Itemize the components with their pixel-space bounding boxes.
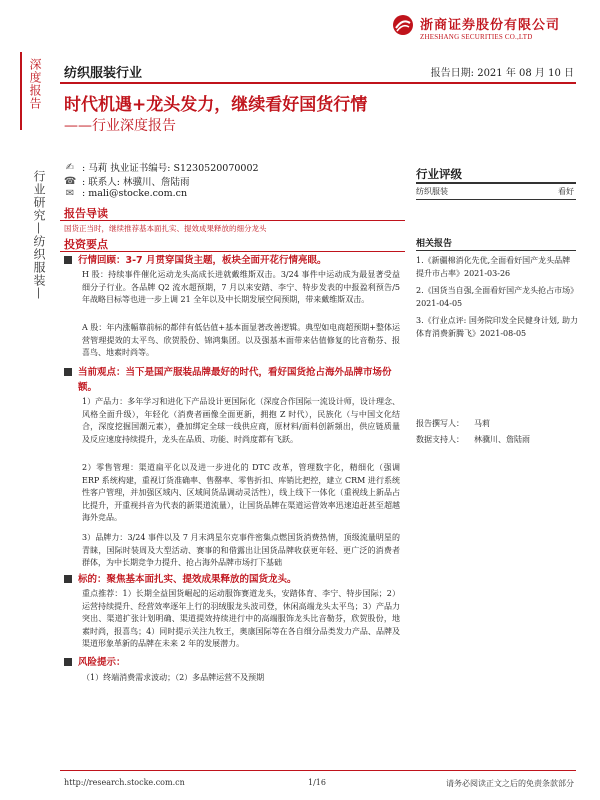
team-text: : 联系人: 林骥川、詹陆雨: [82, 177, 190, 188]
support-row: 数据支持人： 林骥川、詹陆雨: [416, 435, 530, 444]
email-contact: [64, 188, 187, 199]
company-name-en: ZHESHANG SECURITIES CO.,LTD: [420, 33, 533, 41]
footer-url[interactable]: http://research.stocke.com.cn: [64, 778, 185, 787]
point-para: 1）产品力：多年学习和进化下产品设计更国际化（深度合作国际一流设计师，设计理念、风格全面升级），年轻化（消费者画像全面更新，拥抱 Z 时代），民族化（与中国文化结合，深度挖掘国潮元素），叠加绑定全球一线供应商，原材料/面料创新頻出，供应链质量及反应速度持续提升，龙头在品质、功能、时尚度都有飞跃。: [82, 397, 400, 444]
report-type-tag: 深度报告: [28, 58, 42, 110]
point-para: 2）零售管理：渠道扁平化以及进一步进化的 DTC 改革，管理数字化，精细化（强调 ERP 系统构建，重视订货准确率、售罄率、零售折扣、库销比把控，建立 CRM 进行系统性客户管理，并加强区域内、区域间货品调动灵活性），线上线下一体化（重视线上新品占比提升，开重视抖音为代表的新渠道流量），让国货品牌在渠道运营效率迅速追赶甚至超越海外竞品。: [82, 463, 400, 522]
rating-label: 纺织服装: [416, 187, 448, 196]
bullet-square-icon: [64, 658, 72, 666]
analyst-text: : 马莉 执业证书编号: S1230520070002: [82, 163, 259, 174]
footer-disclaimer: 请务必阅读正文之后的免责条款部分: [446, 779, 574, 788]
rating-rule-bottom: [416, 199, 576, 200]
report-date: 报告日期: 2021 年 08 月 10 日: [430, 68, 574, 79]
points-heading: 投资要点: [64, 238, 108, 251]
guide-text: 国货正当时，继续推荐基本面扎实、提效成果释放的细分龙头: [64, 224, 267, 233]
related-report-item[interactable]: 2.《国货当自强,全面看好国产龙头抢占市场》2021-04-05: [416, 286, 575, 308]
bullet-square-icon: [64, 368, 72, 376]
page-subtitle: ——行业深度报告: [64, 118, 176, 134]
points-rule: [60, 251, 405, 252]
company-name-cn: 浙商证券股份有限公司: [420, 18, 561, 33]
header-rule: [60, 82, 576, 84]
rating-rule: [416, 182, 576, 184]
team-contact: [64, 174, 189, 188]
guide-heading: 报告导读: [64, 207, 108, 220]
point-para: A 股：年内涨幅靠前标的都伴有低估值+基本面显著改善逻辑。典型如电商超预期+整体运营管理提效的太平鸟、欣贺股份、锦鸿集团。以及强基本面带来估值修复的比音勒芬、报喜鸟、地素时尚等。: [82, 323, 400, 357]
footer-rule: [60, 770, 576, 771]
related-heading: 相关报告: [416, 239, 453, 249]
point-head-risk: 风险提示：: [64, 655, 138, 670]
point-head-review: 行情回顾：3-7 月贯穿国货主题，板块全面开花行情亮眼。: [64, 253, 396, 268]
related-rule: [416, 250, 576, 251]
person-icon: ✍: [65, 161, 75, 173]
point-para: （1）终端消费需求波动；（2）多品牌运营不及预期: [82, 673, 265, 682]
author-row: 报告撰写人： 马莉: [416, 419, 490, 428]
page-title: 时代机遇+龙头发力，继续看好国货行情: [64, 95, 368, 115]
category-side-tag: 行业研究—纺织服装—: [32, 170, 46, 300]
bullet-square-icon: [64, 256, 72, 264]
point-para: H 股：持续事件催化运动龙头高成长进就戴维斯双击。3/24 事件中运动成为最显著受益细分子行业。各品牌 Q2 流水超预期，7 月以来安踏、李宁、特步发表的中报盈利预告/5 年战略目标等也进一步上调 21 全年以及中长期发展空间预期，带来戴维斯双击。: [82, 270, 400, 304]
point-para: 3）品牌力：3/24 事件以及 7 月末鸿星尔克事件密集点燃国货消费热情，顶级流量明星的青睐，国际时装周及大型活动、赛事的和借露出让国货品牌收获更年轻、更广泛的消费者群体，为中长期竞争力提升、抢占海外品牌市场打下基础: [82, 533, 400, 567]
industry-name: 纺织服装行业: [64, 66, 143, 81]
mail-icon: ✉: [65, 188, 75, 199]
related-report-item[interactable]: 1.《新疆棉消化先优,全面看好国产龙头品牌提升市占率》2021-03-26: [416, 256, 571, 278]
rating-heading: 行业评级: [416, 167, 462, 181]
company-logo-icon: [392, 14, 414, 36]
point-head-view: 当前观点：当下是国产服装品牌最好的时代，看好国货抢占海外品牌市场份额。: [64, 365, 396, 395]
page-number: 1/16: [308, 778, 326, 787]
point-head-targets: 标的：聚焦基本面扎实、提效成果释放的国货龙头。: [64, 572, 396, 587]
guide-rule: [60, 220, 405, 221]
analyst-contact: [64, 160, 259, 174]
rating-value: 看好: [558, 187, 574, 196]
email-text[interactable]: : mali@stocke.com.cn: [82, 188, 188, 199]
related-report-item[interactable]: 3.《行业点评: 国务院印发全民健身计划, 助力体育消费新腾飞》2021-08-05: [416, 316, 578, 338]
side-tag-rule: [20, 52, 22, 130]
bullet-square-icon: [64, 575, 72, 583]
phone-icon: ☎: [64, 175, 77, 187]
point-para: 重点推荐：1）长期全益国货崛起的运动服饰赛道龙头，安踏体育、李宁、特步国际；2）运营持续提升、经营效率逐年上行的羽绒服龙头波司登，休闲高端龙头太平鸟；3）产品力突出、渠道扩张计划明确、渠道提效持续进行中的高端服饰龙头比音勒芬，欣贺股份，地素时尚，报喜鸟；4）同时提示关注九牧王，奥康国际等在各自细分品类发力产品、品牌及渠道形象革新的品牌在未来 2 年的发展潜力。: [82, 589, 400, 648]
